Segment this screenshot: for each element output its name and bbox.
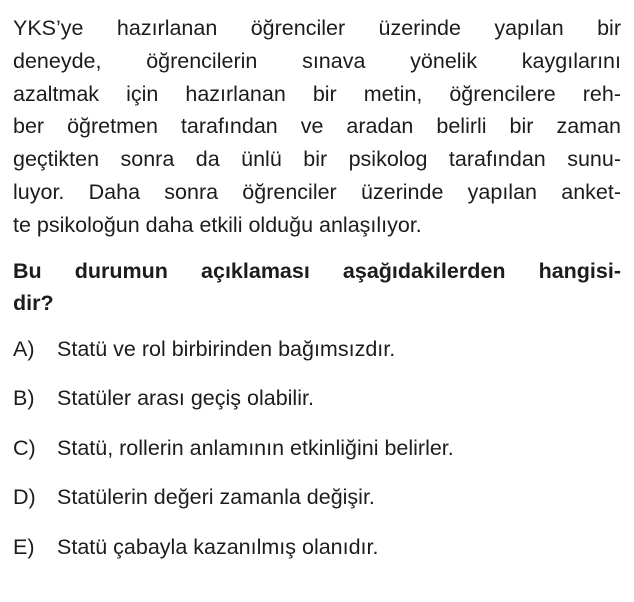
stem-line: YKS’ye hazırlanan öğrenciler üzerinde yapılan bir (13, 16, 621, 40)
option-letter: B) (13, 386, 35, 411)
answer-options (13, 333, 621, 581)
option-text: Statülerin değeri zamanla değişir. (57, 485, 375, 510)
option-text: Statü, rollerin anlamının etkinliğini belirler. (57, 435, 454, 460)
option-letter: A) (13, 336, 35, 361)
option-text: Statü çabayla kazanılmış olanıdır. (57, 534, 379, 559)
option-e[interactable] (13, 531, 621, 581)
stem-line: ber öğretmen tarafından ve aradan belirli bir zaman (13, 114, 621, 139)
option-b[interactable] (13, 382, 621, 432)
option-c[interactable] (13, 432, 621, 482)
question-stem (13, 12, 621, 242)
stem-line: deneyde, öğrencilerin sınava yönelik kaygılarını (13, 48, 621, 73)
stem-line: azaltmak için hazırlanan bir metin, öğrencilere reh- (13, 81, 621, 106)
stem-line: te psikoloğun daha etkili olduğu anlaşılıyor. (13, 212, 422, 237)
option-d[interactable] (13, 481, 621, 531)
option-text: Statüler arası geçiş olabilir. (57, 386, 314, 411)
prompt-line: dir? (13, 290, 54, 315)
stem-line: luyor. Daha sonra öğrenciler üzerinde yapılan anket- (13, 179, 621, 204)
option-text: Statü ve rol birbirinden bağımsızdır. (57, 336, 396, 361)
prompt-line: Bu durumun açıklaması aşağıdakilerden hangisi- (13, 258, 621, 283)
option-letter: C) (13, 435, 36, 460)
question-block (13, 12, 621, 581)
option-letter: E) (13, 534, 35, 559)
option-letter: D) (13, 485, 36, 510)
option-a[interactable] (13, 333, 621, 383)
stem-line: geçtikten sonra da ünlü bir psikolog tarafından sunu- (13, 147, 621, 172)
question-prompt (13, 255, 621, 319)
